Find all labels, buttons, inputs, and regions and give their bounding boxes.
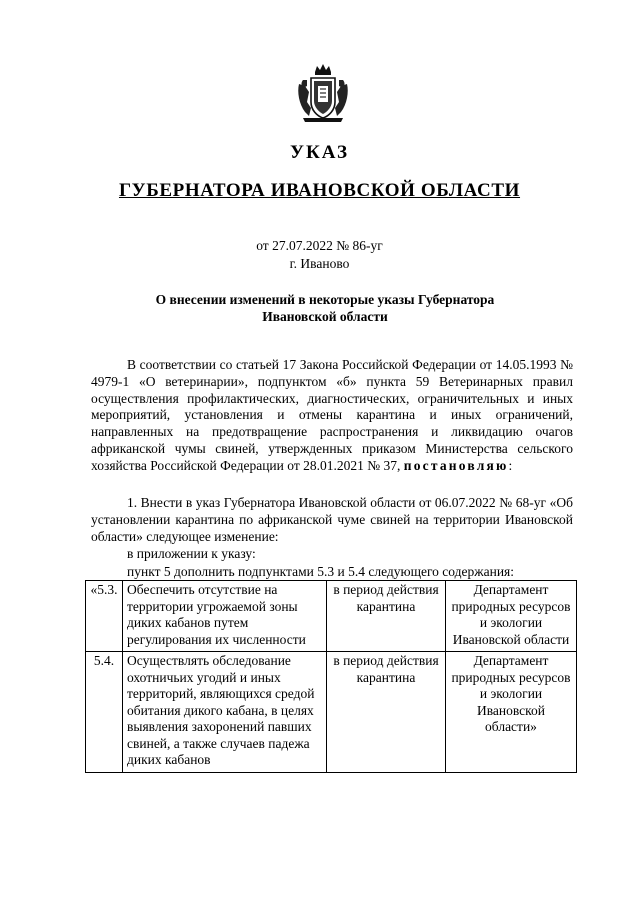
appendix-line: в приложении к указу: xyxy=(127,546,256,561)
amendments-table xyxy=(85,580,577,773)
document-title: УКАЗ xyxy=(290,142,349,163)
row-executor: Департамент природных ресурсов и экологии Ивановской области» xyxy=(446,652,577,773)
item-1-paragraph: 1. Внести в указ Губернатора Ивановской области от 06.07.2022 № 68-уг «Об установлении карантина по африканской чуме свиней на территории Ивановской области» следующее изменение: xyxy=(91,495,573,544)
table-row xyxy=(86,581,577,652)
decree-subject: О внесении изменений в некоторые указы Губернатора Ивановской области xyxy=(155,292,495,324)
row-term: в период действия карантина xyxy=(327,652,446,773)
row-action: Обеспечить отсутствие на территории угрожаемой зоны диких кабанов путем регулирования их численности xyxy=(123,581,327,652)
preamble-text: В соответствии со статьей 17 Закона Российской Федерации от 14.05.1993 № 4979-1 «О ветеринарии», подпунктом «б» пункта 59 Ветеринарных правил осуществления профилактических, диагностических, ограничительных и иных мероприятий, установления и отмены карантина и иных ограничений, направленных на предотвращение распространения и ликвидацию очагов африканской чумы свиней, утвержденных приказом Министерства сельского хозяйства Российской Федерации от 28.01.2021 № 37, xyxy=(91,357,573,473)
row-term: в период действия карантина xyxy=(327,581,446,652)
row-number: «5.3. xyxy=(86,581,123,652)
table-row xyxy=(86,652,577,773)
date-number-line: от 27.07.2022 № 86-уг xyxy=(256,238,383,253)
row-executor: Департамент природных ресурсов и экологии Ивановской области xyxy=(446,581,577,652)
row-number: 5.4. xyxy=(86,652,123,773)
coat-of-arms-icon xyxy=(295,62,351,126)
issuer-title: ГУБЕРНАТОРА ИВАНОВСКОЙ ОБЛАСТИ xyxy=(118,180,521,201)
decree-colon: : xyxy=(508,457,513,473)
row-action: Осуществлять обследование охотничьих угодий и иных территорий, являющихся средой обитания дикого кабана, в целях выявления захоронений павших свиней, а также случаев падежа диких кабанов xyxy=(123,652,327,773)
point-line: пункт 5 дополнить подпунктами 5.3 и 5.4 следующего содержания: xyxy=(127,564,514,579)
decree-word: постановляю xyxy=(403,457,509,473)
city-line: г. Иваново xyxy=(289,256,350,271)
preamble-paragraph xyxy=(91,357,573,475)
